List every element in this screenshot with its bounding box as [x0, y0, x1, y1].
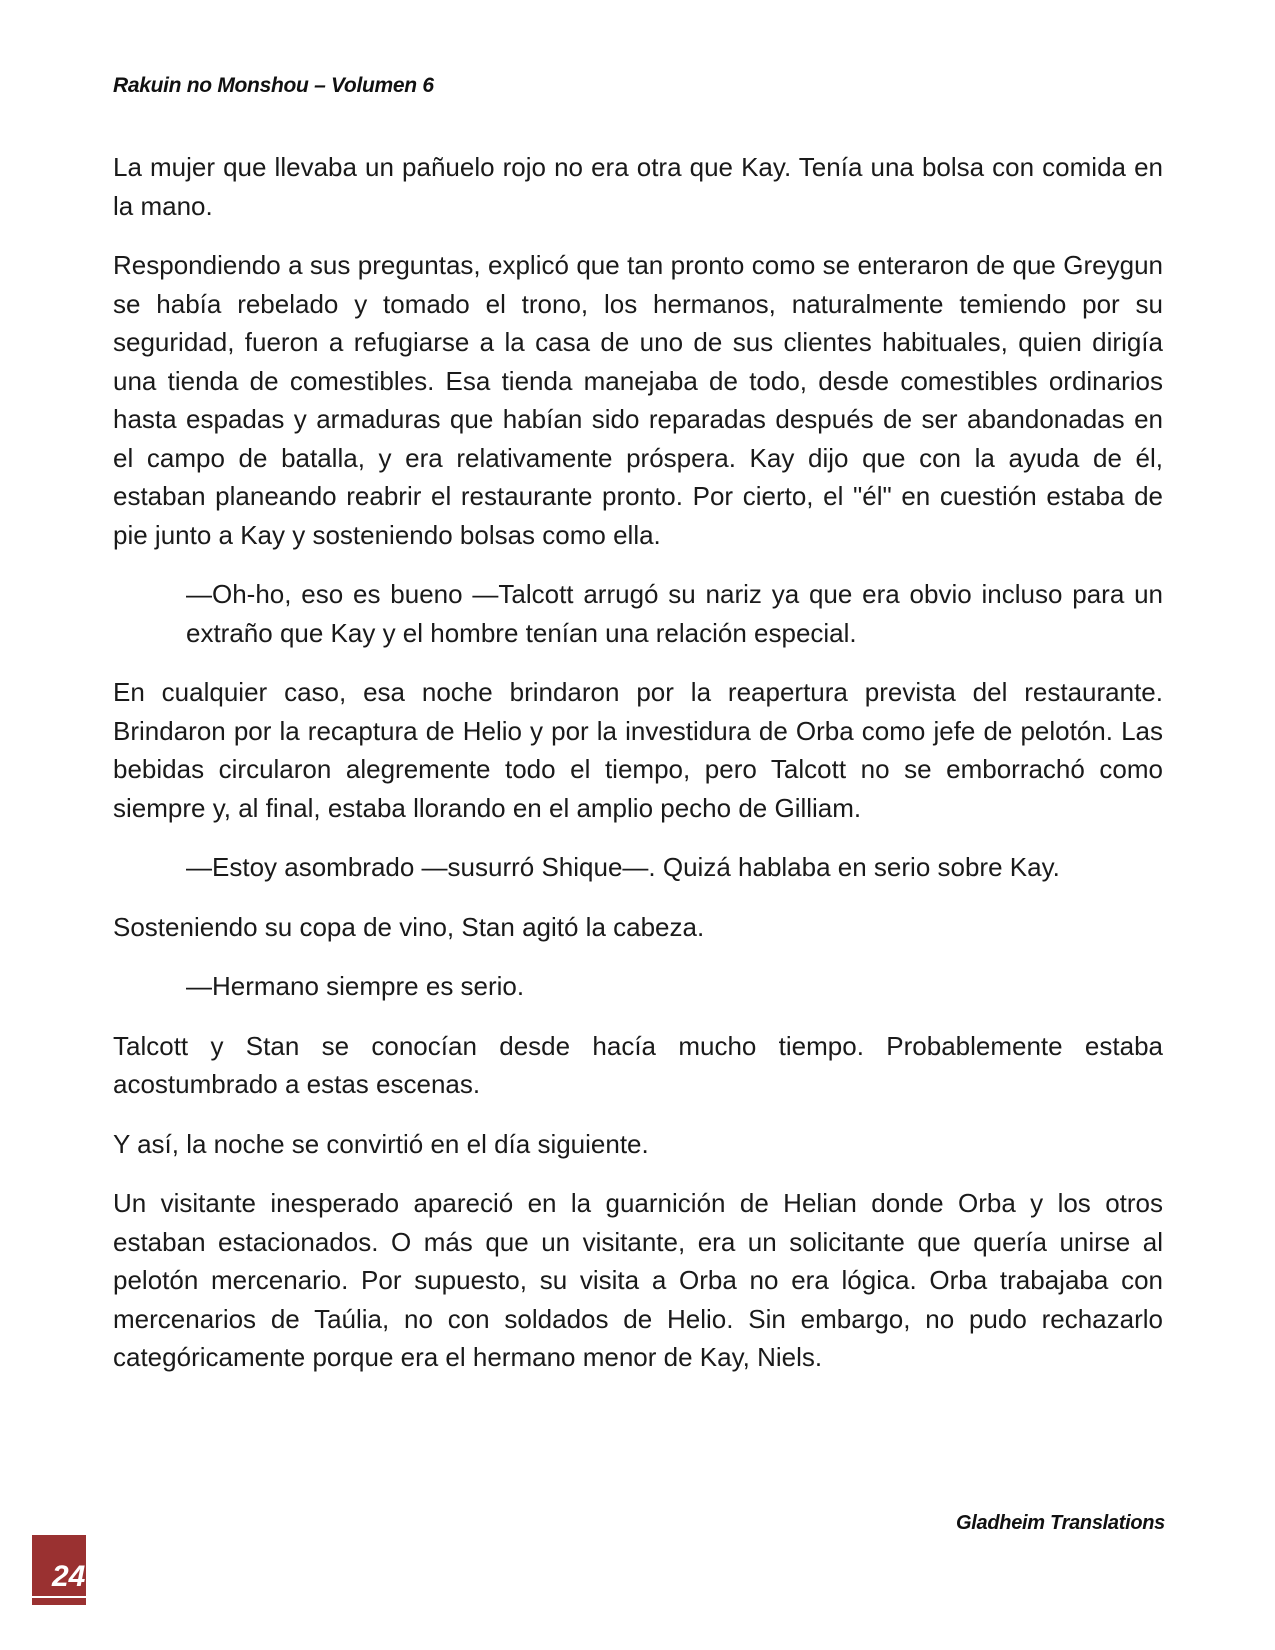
paragraph: La mujer que llevaba un pañuelo rojo no era otra que Kay. Tenía una bolsa con comida en la mano.	[113, 152, 1163, 221]
dialog-paragraph: —Estoy asombrado —susurró Shique—. Quizá hablaba en serio sobre Kay.	[186, 852, 1060, 882]
dialog-paragraph: —Hermano siempre es serio.	[186, 971, 525, 1001]
running-header: Rakuin no Monshou – Volumen 6	[113, 74, 434, 97]
paragraph: Respondiendo a sus preguntas, explicó que tan pronto como se enteraron de que Greygun se había rebelado y tomado el trono, los hermanos, naturalmente temiendo por su seguridad, fueron a refugiarse a la casa de uno de sus clientes habituales, quien dirigía una tienda de comestibles. Esa tienda manejaba de todo, desde comestibles ordinarios hasta espadas y armaduras que habían sido reparadas después de ser abandonadas en el campo de batalla, y era relativamente próspera. Kay dijo que con la ayuda de él, estaban planeando reabrir el restaurante pronto. Por cierto, el "él" en cuestión estaba de pie junto a Kay y sosteniendo bolsas como ella.	[113, 250, 1163, 550]
page-number: 24	[52, 1560, 86, 1593]
paragraph: Sosteniendo su copa de vino, Stan agitó la cabeza.	[113, 911, 705, 942]
paragraph: En cualquier caso, esa noche brindaron por la reapertura prevista del restaurante. Brindaron por la recaptura de Helio y por la investidura de Orba como jefe de pelotón. Las bebidas circularon alegremente todo el tiempo, pero Talcott no se emborrachó como siempre y, al final, estaba llorando en el amplio pecho de Gilliam.	[113, 677, 1163, 823]
footer-credit: Gladheim Translations	[956, 1512, 1165, 1534]
paragraph: Y así, la noche se convirtió en el día siguiente.	[113, 1128, 649, 1159]
paragraph: Talcott y Stan se conocían desde hacía mucho tiempo. Probablemente estaba acostumbrado a estas escenas.	[113, 1030, 1163, 1099]
document-body	[113, 148, 1163, 1398]
page-number-underline	[32, 1596, 86, 1598]
paragraph: Un visitante inesperado apareció en la guarnición de Helian donde Orba y los otros estaban estacionados. O más que un visitante, era un solicitante que quería unirse al pelotón mercenario. Por supuesto, su visita a Orba no era lógica. Orba trabajaba con mercenarios de Taúlia, no con soldados de Helio. Sin embargo, no pudo rechazarlo categóricamente porque era el hermano menor de Kay, Niels.	[113, 1188, 1163, 1372]
dialog-paragraph: —Oh-ho, eso es bueno —Talcott arrugó su nariz ya que era obvio incluso para un extraño que Kay y el hombre tenían una relación especial.	[186, 579, 1163, 648]
